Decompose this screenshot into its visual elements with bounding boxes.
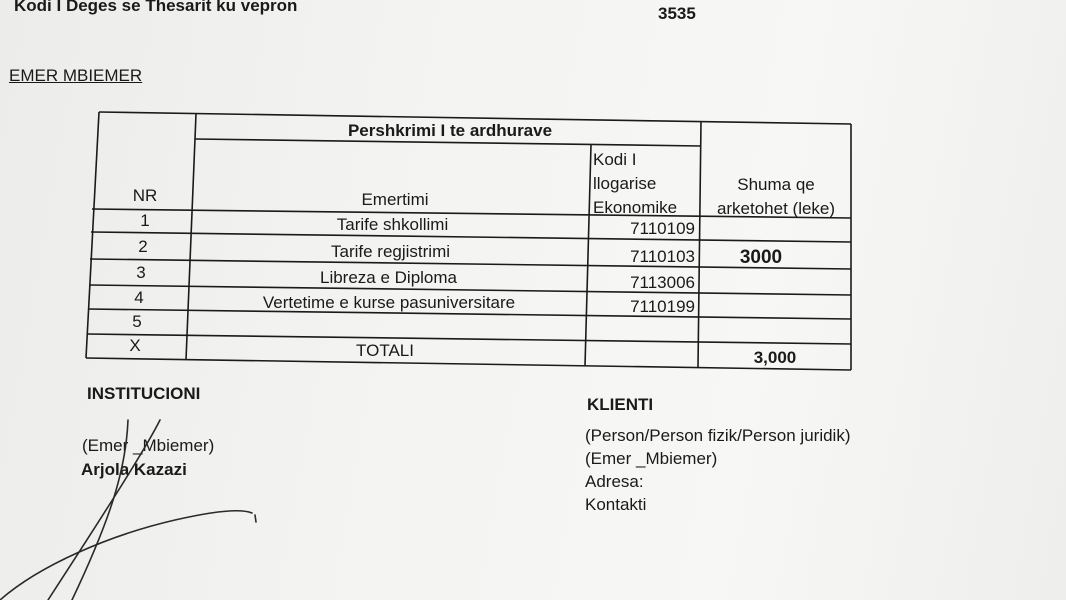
treasury-branch-code: 3535	[658, 4, 696, 23]
group-header: Pershkrimi I te ardhurave	[347, 121, 553, 140]
row-nr: 4	[134, 288, 144, 307]
client-name-line: (Emer _Mbiemer)	[585, 449, 718, 468]
row-code: 7113006	[630, 273, 695, 292]
total-label: TOTALI	[356, 341, 414, 360]
client-contact-line: Kontakti	[585, 495, 647, 514]
row-code: 7110103	[630, 247, 695, 266]
col-header-amount	[703, 173, 849, 221]
row-amount: 3000	[739, 247, 783, 268]
payer-name-label: EMER MBIEMER	[9, 66, 143, 85]
row-nr: 5	[132, 312, 142, 331]
institution-signer-name: Arjola Kazazi	[81, 460, 187, 479]
row-code: 7110199	[630, 297, 695, 316]
col-header-code-line: llogarise	[593, 174, 657, 193]
row-nr: 2	[138, 237, 148, 256]
institution-title: INSTITUCIONI	[87, 384, 201, 403]
row-name: Libreza e Diploma	[319, 268, 457, 287]
total-nr: X	[129, 336, 141, 355]
row-name: Tarife regjistrimi	[330, 242, 451, 261]
institution-name-hint: (Emer _Mbiemer)	[82, 436, 215, 455]
col-header-name: Emertimi	[361, 190, 429, 209]
col-header-code-line: Ekonomike	[593, 198, 678, 217]
row-code: 7110109	[630, 219, 695, 238]
total-amount: 3,000	[753, 348, 797, 367]
row-nr: 1	[140, 211, 150, 230]
col-header-code-line: Kodi I	[593, 150, 637, 169]
row-name: Tarife shkollimi	[336, 215, 449, 234]
row-name: Vertetime e kurse pasuniversitare	[262, 293, 516, 312]
client-title: KLIENTI	[587, 395, 654, 414]
col-header-code	[593, 148, 701, 220]
col-header-nr: NR	[132, 186, 158, 205]
col-header-amount-line: arketohet (leke)	[716, 199, 836, 218]
row-nr: 3	[136, 263, 146, 282]
client-type-line: (Person/Person fizik/Person juridik)	[585, 426, 851, 445]
treasury-branch-label: Kodi I Deges se Thesarit ku vepron	[14, 0, 298, 15]
col-header-amount-line: Shuma qe	[737, 175, 815, 194]
client-address-line: Adresa:	[585, 472, 644, 491]
